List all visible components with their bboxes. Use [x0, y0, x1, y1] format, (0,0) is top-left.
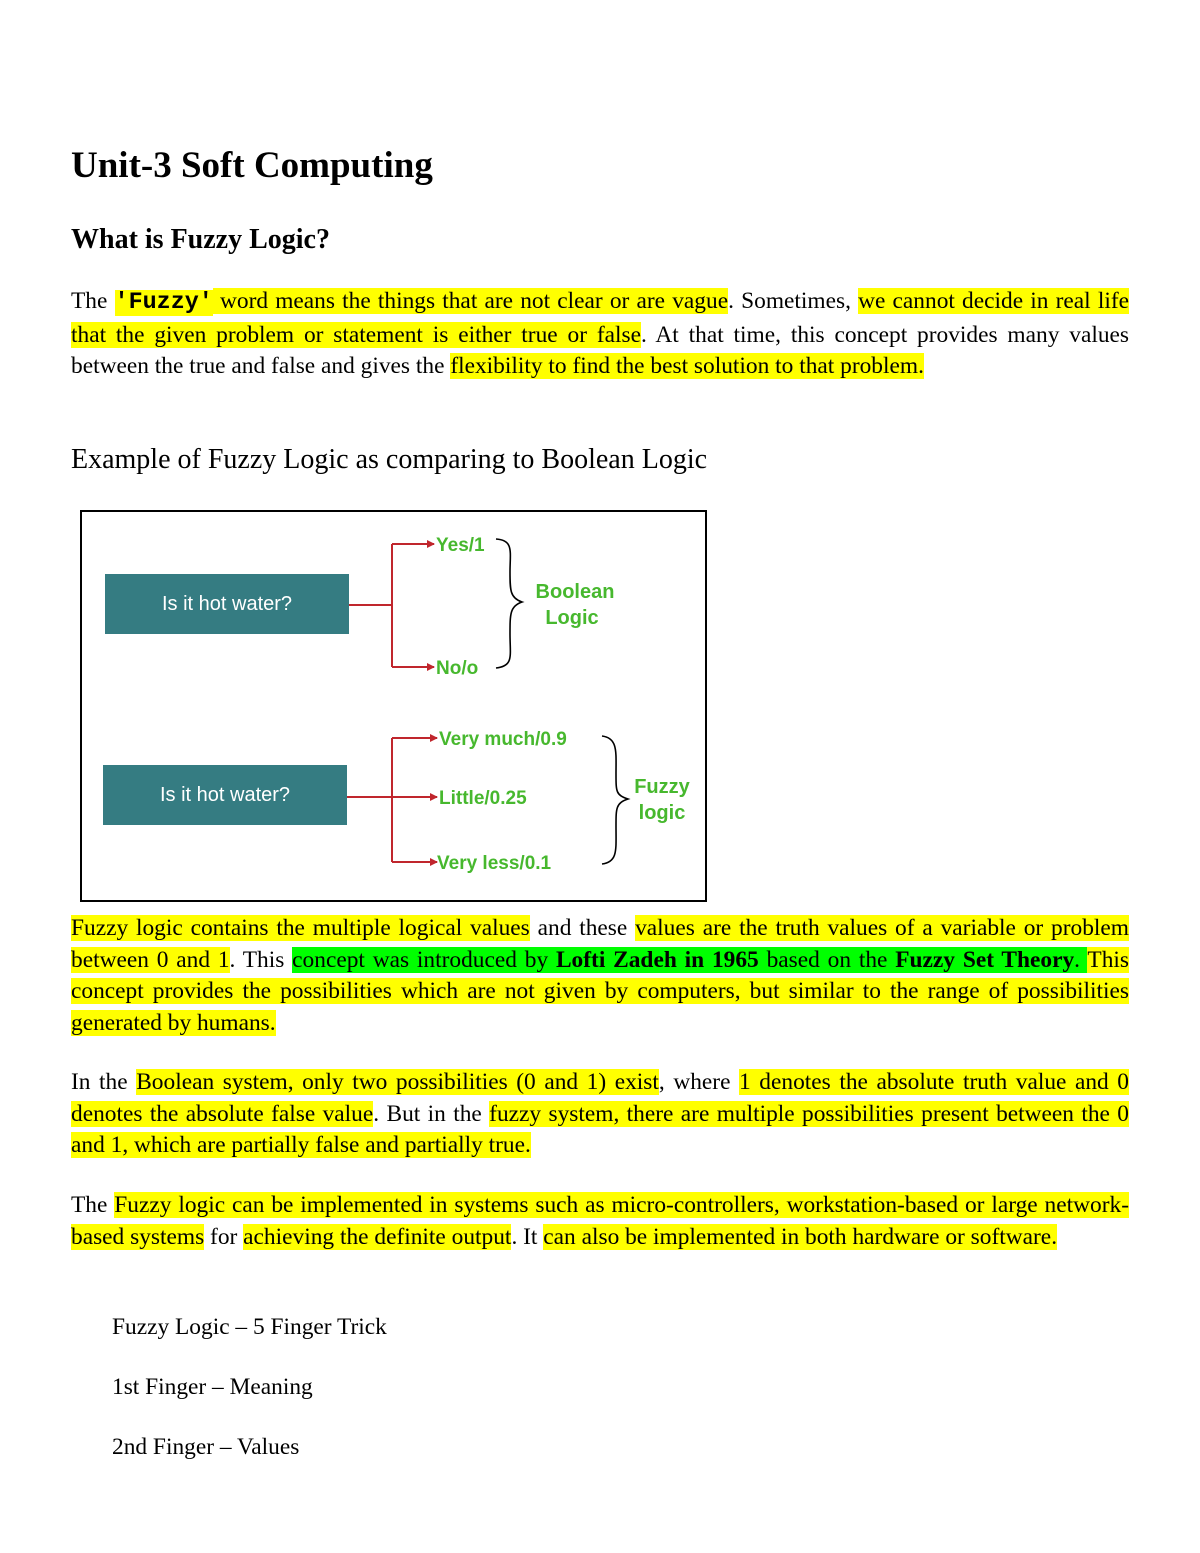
question-text-2: Is it hot water?: [159, 784, 291, 806]
highlighted-term: 'Fuzzy': [114, 290, 213, 316]
text-run: for: [204, 1223, 244, 1250]
intro-paragraph: [71, 286, 1129, 383]
boolean-paragraph: [71, 1067, 1129, 1162]
text-run: , where: [658, 1069, 740, 1095]
text-run: The: [71, 288, 115, 314]
logic-label: Logic: [545, 607, 599, 629]
text-run: . Sometimes,: [728, 288, 859, 314]
text-run: . At that time, this concept provides many values between the true and false and gives the: [71, 321, 1130, 379]
fuzzy-brace: [602, 736, 628, 864]
list-item: Fuzzy Logic – 5 Finger Trick: [112, 1314, 387, 1340]
text-run: . This: [229, 946, 293, 973]
question-text-1: Is it hot water?: [161, 593, 293, 615]
highlighted-text: flexibility to find the best solution to that problem.: [450, 353, 924, 379]
highlighted-text: achieving the definite output: [243, 1223, 512, 1250]
diagram-svg: [82, 512, 709, 904]
highlighted-text: can also be implemented in both hardware or software.: [543, 1223, 1058, 1250]
theory-name: Fuzzy Set Theory: [895, 946, 1075, 973]
highlighted-text: Fuzzy logic can be implemented in systems such as micro-controllers, workstation-based or large network-based systems: [71, 1192, 1129, 1250]
fuzzy-paragraph: [71, 913, 1129, 1039]
highlighted-text: Boolean system, only two possibilities (0 and 1) exist: [136, 1069, 659, 1095]
no-label: No/o: [436, 658, 479, 679]
author-name: Lofti Zadeh: [555, 946, 677, 973]
fuzzy-label: Fuzzy: [634, 776, 690, 798]
very-much-label: Very much/0.9: [439, 729, 567, 750]
highlighted-text: we cannot decide in real life that the given problem or statement is either true or false: [71, 288, 1130, 348]
list-item: 2nd Finger – Values: [112, 1434, 300, 1460]
text-run: . But in the: [373, 1100, 490, 1127]
little-label: Little/0.25: [439, 788, 527, 809]
very-less-label: Very less/0.1: [437, 853, 552, 874]
implementation-paragraph: [71, 1190, 1129, 1253]
example-heading: Example of Fuzzy Logic as comparing to Boolean Logic: [71, 444, 708, 475]
boolean-label: Boolean: [535, 581, 615, 603]
green-highlighted-text: concept was introduced by: [292, 946, 556, 973]
highlighted-text: Fuzzy logic contains the multiple logical values: [71, 915, 530, 941]
fuzzy-logic-label: logic: [638, 802, 686, 824]
green-highlighted-text: .: [1074, 946, 1088, 973]
highlighted-text: This concept provides the possibilities which are not given by computers, but similar to the range of possibilities generated by humans.: [71, 946, 1129, 1036]
year: in 1965: [676, 946, 759, 973]
highlighted-text: word means the things that are not clear or are vague: [212, 288, 729, 314]
highlighted-text: values are the truth values of a variable or problem between 0 and 1: [71, 915, 1129, 973]
page-title: Unit-3 Soft Computing: [71, 145, 433, 186]
list-item: 1st Finger – Meaning: [112, 1374, 313, 1400]
section-heading: What is Fuzzy Logic?: [71, 224, 330, 255]
yes-label: Yes/1: [436, 535, 485, 556]
green-highlighted-text: based on the: [758, 946, 896, 973]
highlighted-text: fuzzy system, there are multiple possibilities present between the 0 and 1, which are partially false and partially true.: [71, 1100, 1129, 1158]
text-run: and these: [529, 915, 636, 941]
text-run: . It: [511, 1223, 544, 1250]
fuzzy-vs-boolean-diagram: [80, 510, 707, 902]
text-run: In the: [71, 1069, 137, 1095]
boolean-brace: [496, 539, 522, 668]
text-run: The: [71, 1192, 115, 1218]
highlighted-text: 1 denotes the absolute truth value and 0 denotes the absolute false value: [71, 1069, 1130, 1127]
